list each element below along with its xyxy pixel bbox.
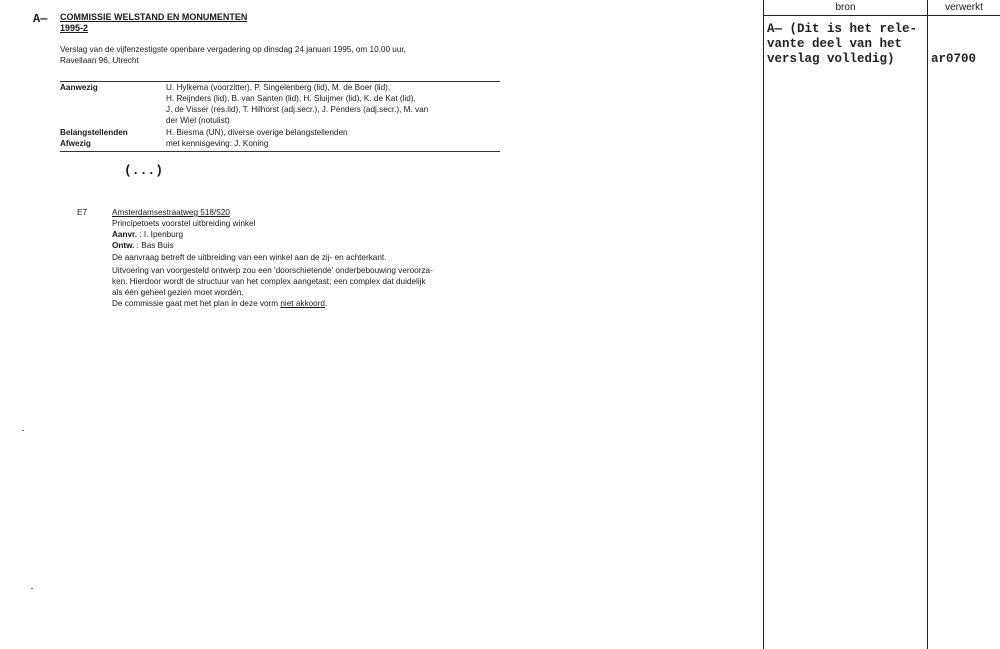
absent-label: Afwezig [60,139,91,148]
conclusion [112,299,327,310]
present-label: Aanwezig [60,83,98,92]
present-line: H. Reijnders (lid), B. van Santen (lid), H. Sluijmer (lid), K. de Kat (lid), [166,94,416,103]
present-line: der Wiel (notulist) [166,116,230,125]
processed-column-header: verwerkt [945,2,983,13]
document-title: COMMISSIE WELSTAND EN MONUMENTEN [60,12,248,22]
applicant-row [112,230,183,241]
source-note-line: vante deel van het [767,37,903,51]
item-code: E7 [77,208,88,217]
scan-speck [22,430,24,431]
designer-value: : Bas Buis [136,241,174,250]
item-request: De aanvraag betreft de uitbreiding van een winkel aan de zij- en achterkant. [112,253,387,262]
conclusion-suffix: . [324,299,328,308]
stakeholders-text: H. Biesma (UN), diverse overige belangstellenden [166,128,348,137]
omission-ellipsis: (...) [124,163,164,178]
attendance-top-rule [60,81,500,82]
processed-code: ar0700 [931,52,977,66]
source-column-header: bron [835,2,856,13]
absent-text: met kennisgeving: J. Koning [166,139,269,148]
applicant-label: Aanvr. [112,230,138,239]
table-header-rule [763,15,1000,16]
assessment-line: Uitvoering van voorgesteld ontwerp zou een 'doorschietende' onderbebouwing veroorza- [112,266,433,275]
table-column-divider [927,0,928,649]
conclusion-prefix: De commissie gaat met het plan in deze vorm [112,299,281,308]
designer-row [112,241,174,252]
assessment-line: ken. Hierdoor wordt de structuur van het complex aangetast; een complex dat duidelijk [112,277,426,286]
intro-line-1: Verslag van de vijfenzestigste openbare vergadering op dinsdag 24 januari 1995, om 10.00 uur, [60,45,406,54]
designer-label: Ontw. [112,241,135,250]
item-subject: Principetoets voorstel uitbreiding winkel [112,219,256,228]
source-note-line: A— (Dit is het rele- [767,22,918,36]
attendance-bottom-rule [60,151,500,152]
present-line: J. de Visser (res.lid), T. Hilhorst (adj.secr.), J. Penders (adj.secr.), M. van [166,105,429,114]
stakeholders-label: Belangstellenden [60,128,128,137]
table-left-border [763,0,764,649]
assessment-line: als één geheel gezien moet worden. [112,288,244,297]
present-line: U. Hylkema (voorzitter), P. Singelenberg (lid), M. de Boer (lid), [166,83,391,92]
scan-speck [31,588,33,589]
source-note-line: verslag volledig) [767,52,895,66]
applicant-value: : I. Ipenburg [139,230,184,239]
item-address: Amsterdamsestraatweg 518/520 [112,208,230,217]
conclusion-emphasis: niet akkoord [280,299,325,308]
margin-mark: A— [33,12,48,26]
intro-line-2: Ravellaan 96, Utrecht [60,56,139,65]
document-number: 1995-2 [60,23,89,33]
